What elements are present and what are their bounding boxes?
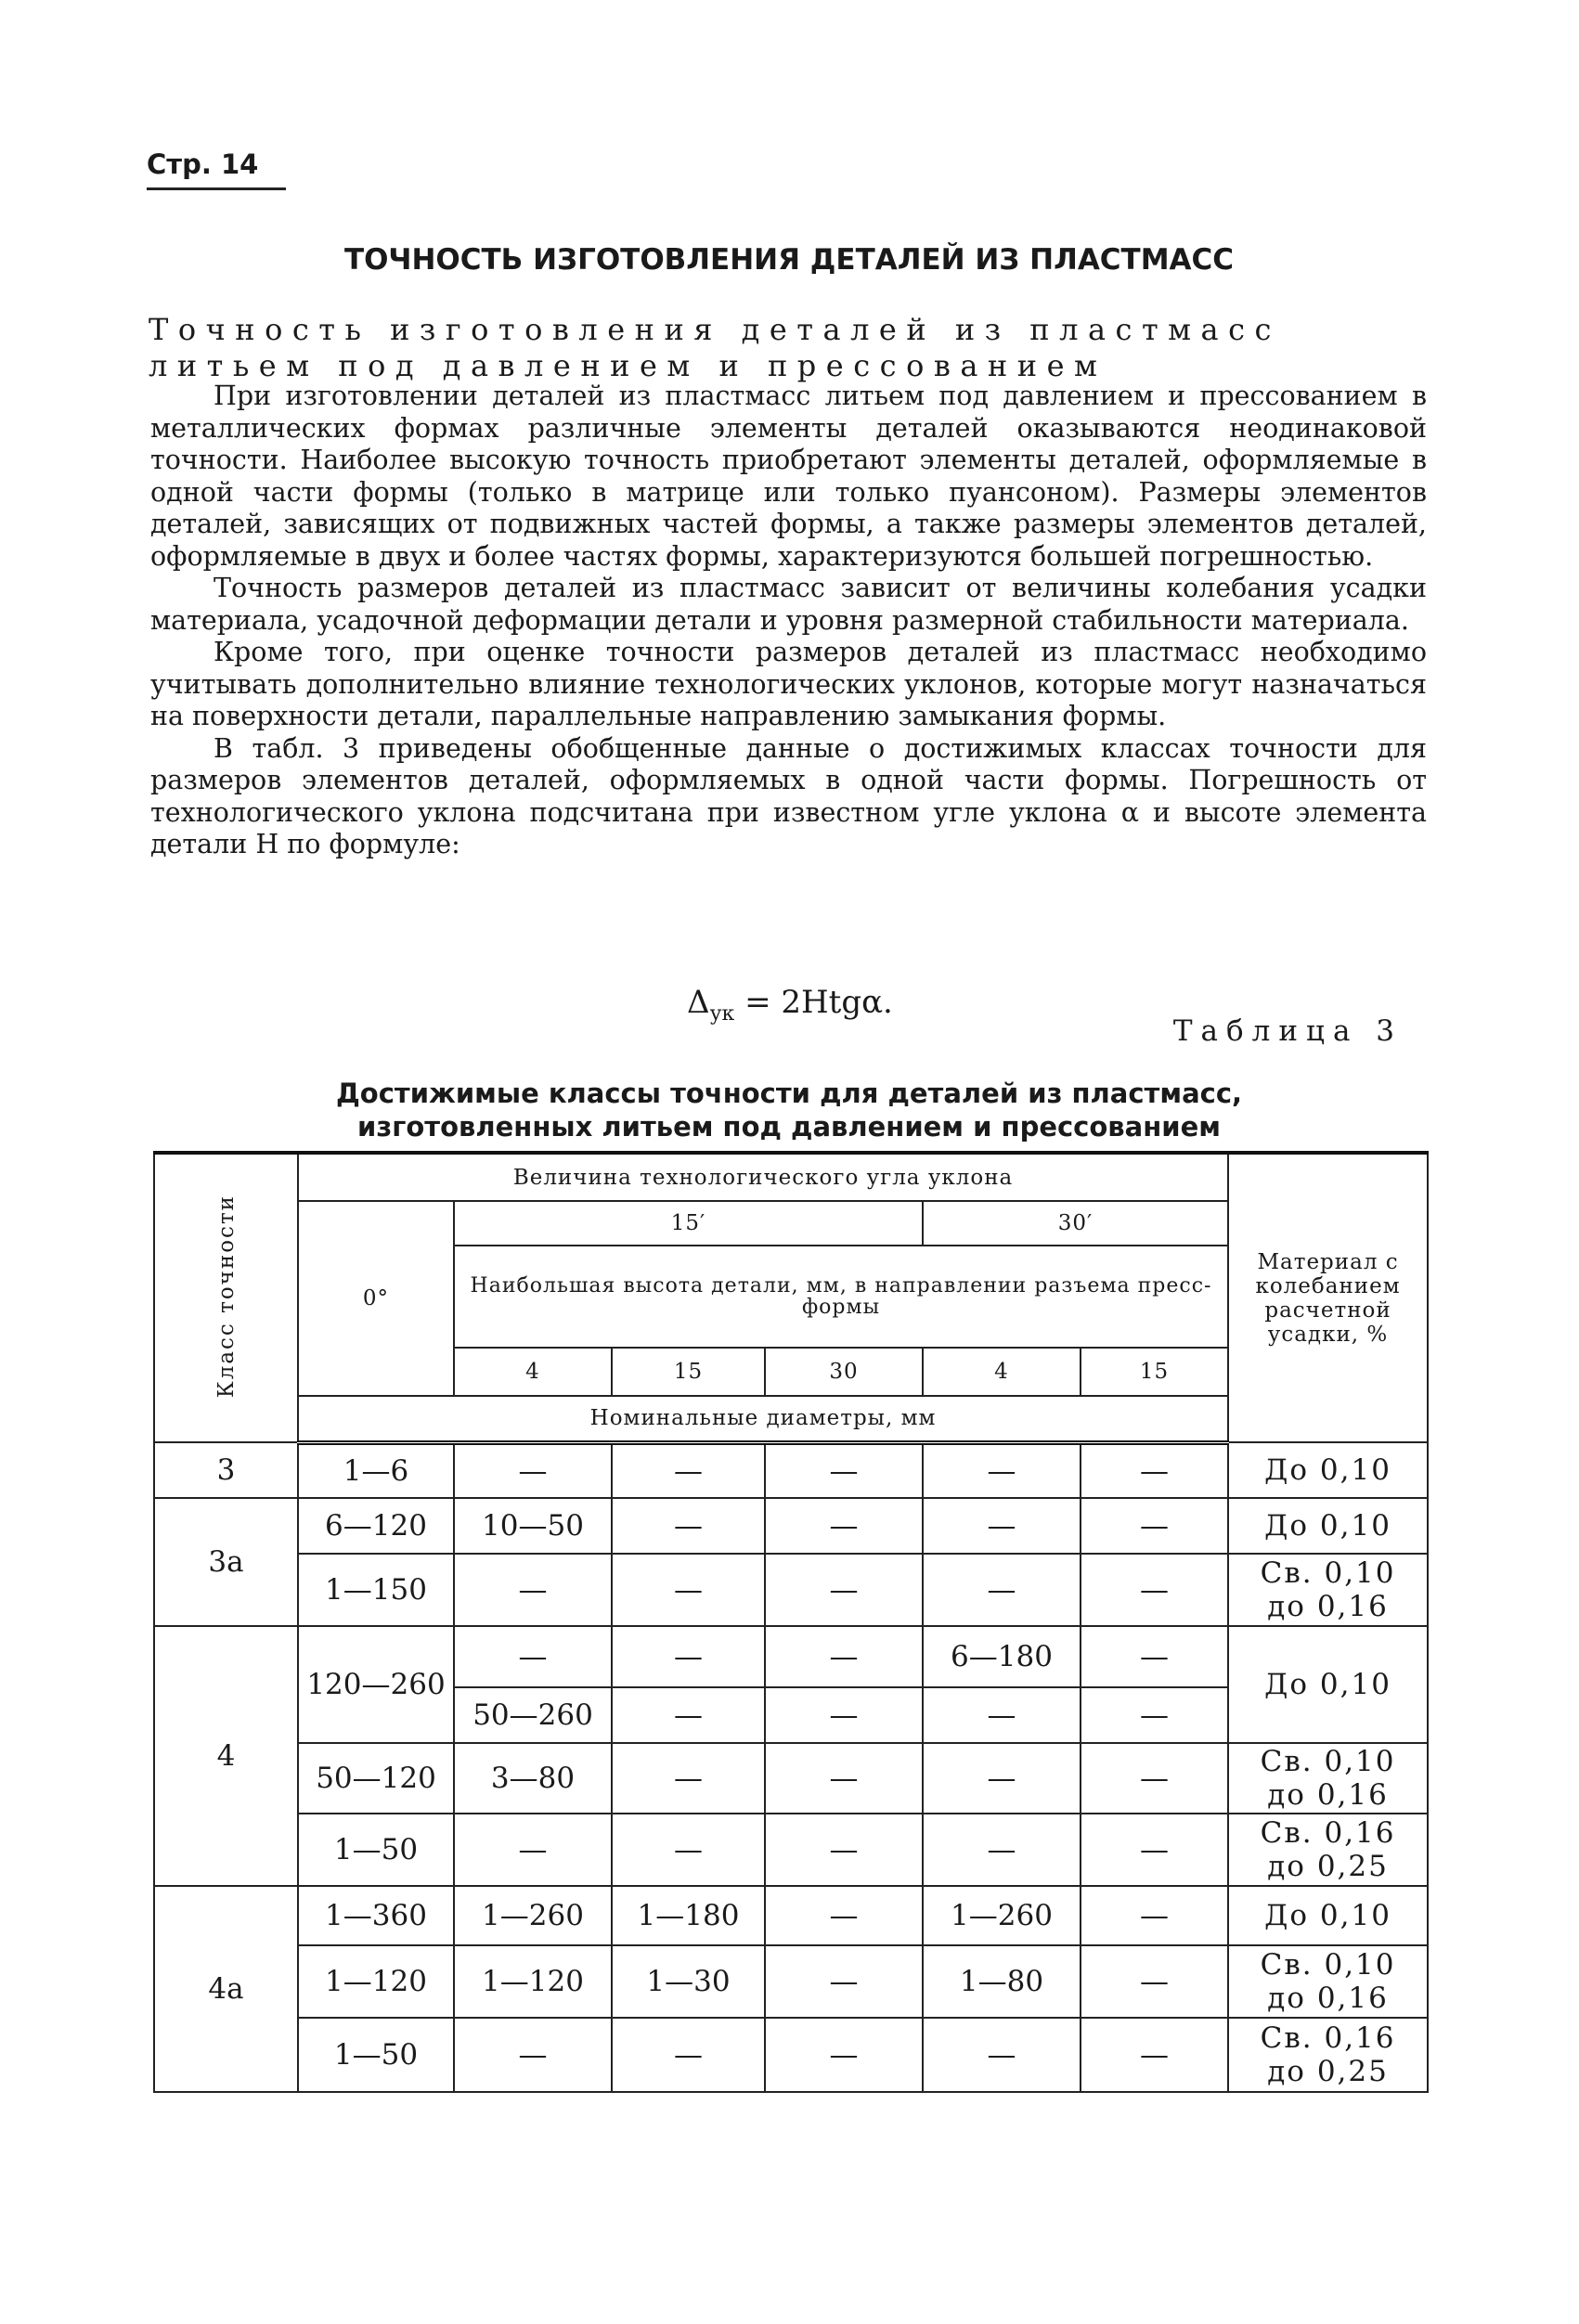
table-cell: — (612, 1442, 765, 1498)
table-cell: — (923, 1498, 1081, 1554)
table-cell: — (765, 1814, 923, 1886)
table-cell: — (765, 1554, 923, 1626)
class-cell: 4 (154, 1626, 298, 1886)
header-angle-0: 0° (298, 1201, 454, 1396)
table-cell: — (612, 1814, 765, 1886)
table-cell: — (765, 1886, 923, 1945)
table-cell: 6—120 (298, 1498, 454, 1554)
table-cell: 1—50 (298, 2018, 454, 2092)
material-cell: До 0,10 (1228, 1498, 1428, 1554)
formula-delta: Δ (687, 984, 710, 1021)
class-cell: 4а (154, 1886, 298, 2092)
table-cell: 120—260 (298, 1626, 454, 1743)
table-cell: — (612, 1687, 765, 1743)
formula-subscript: ук (709, 1001, 735, 1026)
table-cell: 1—6 (298, 1442, 454, 1498)
table-cell: 1—150 (298, 1554, 454, 1626)
header-class-col (154, 1153, 298, 1442)
table-cell: — (1081, 1886, 1228, 1945)
material-cell: Св. 0,10 до 0,16 (1228, 1554, 1428, 1626)
section-heading: ТОЧНОСТЬ ИЗГОТОВЛЕНИЯ ДЕТАЛЕЙ ИЗ ПЛАСТМАСС (343, 243, 1235, 277)
table-cell: — (765, 1442, 923, 1498)
table-cell: — (1081, 1687, 1228, 1743)
header-height: 4 (923, 1348, 1081, 1396)
table-cell: — (454, 1442, 612, 1498)
table-cell: — (454, 1626, 612, 1687)
table-cell: 10—50 (454, 1498, 612, 1554)
paragraph: В табл. 3 приведены обобщенные данные о достижимых классах точности для размеров элементов деталей, оформляемых в одной части формы. Погрешность от технологического уклона подсчитана при известном угле уклона α и высоте элемента детали H по формуле: (150, 732, 1427, 859)
header-height: 4 (454, 1348, 612, 1396)
table-cell: — (612, 1554, 765, 1626)
table-cell: — (765, 1498, 923, 1554)
class-cell: 3а (154, 1498, 298, 1626)
table-cell: — (923, 1814, 1081, 1886)
header-material: Материал с колебанием расчетной усадки, % (1228, 1153, 1428, 1442)
formula-rhs: = 2Htgα. (734, 984, 893, 1021)
table-cell: 1—120 (298, 1945, 454, 2018)
table-cell: — (923, 1743, 1081, 1814)
table-cell: 1—260 (454, 1886, 612, 1945)
table-cell: — (765, 1945, 923, 2018)
table-cell: 1—260 (923, 1886, 1081, 1945)
table-cell: 1—80 (923, 1945, 1081, 2018)
material-cell: Св. 0,16 до 0,25 (1228, 1814, 1428, 1886)
table-cell: 1—120 (454, 1945, 612, 2018)
material-cell: Св. 0,10 до 0,16 (1228, 1743, 1428, 1814)
table-cell: — (1081, 1743, 1228, 1814)
material-cell: До 0,10 (1228, 1886, 1428, 1945)
table-cell: — (923, 1554, 1081, 1626)
table-cell: — (1081, 1626, 1228, 1687)
header-height: 15 (1081, 1348, 1228, 1396)
table-cell: 1—180 (612, 1886, 765, 1945)
table-cell: — (612, 1498, 765, 1554)
paragraph: При изготовлении деталей из пластмасс литьем под давлением и прессованием в металлических формах различные элементы деталей оказываются неодинаковой точности. Наиболее высокую точность приобретают элементы деталей, оформляемые в одной части формы (только в матрице или только пуансоном). Размеры элементов деталей, зависящих от подвижных частей формы, а также размеры элементов деталей, оформляемые в двух и более частях формы, характеризуются большей погрешностью. (150, 381, 1427, 572)
table-cell: — (765, 1743, 923, 1814)
table-cell: — (454, 1814, 612, 1886)
table-cell: — (454, 1554, 612, 1626)
table-cell: — (1081, 1554, 1228, 1626)
table-cell: — (765, 1687, 923, 1743)
table-caption (149, 1077, 1430, 1143)
class-label: Класс точности (214, 1194, 239, 1399)
table-cell: — (612, 1743, 765, 1814)
table-cell: 1—30 (612, 1945, 765, 2018)
table-cell: — (923, 2018, 1081, 2092)
table-cell: — (1081, 1945, 1228, 2018)
table-cell: 50—260 (454, 1687, 612, 1743)
accuracy-table (153, 1151, 1429, 2093)
header-angle-30: 30′ (923, 1201, 1228, 1246)
table-cell: — (923, 1687, 1081, 1743)
table-cell: 1—50 (298, 1814, 454, 1886)
table-cell: 1—360 (298, 1886, 454, 1945)
table-cell: — (454, 2018, 612, 2092)
table-cell: — (1081, 1442, 1228, 1498)
table-cell: — (1081, 1814, 1228, 1886)
table-cell: — (1081, 1498, 1228, 1554)
table-cell: 6—180 (923, 1626, 1081, 1687)
header-nominal: Номинальные диаметры, мм (298, 1396, 1228, 1442)
paragraph: Кроме того, при оценке точности размеров деталей из пластмасс необходимо учитывать дополнительно влияние технологических уклонов, которые могут назначаться на поверхности детали, параллельные направлению замыкания формы. (150, 637, 1427, 731)
table-cell: — (765, 1626, 923, 1687)
header-height: 15 (612, 1348, 765, 1396)
table-cell: — (923, 1442, 1081, 1498)
material-cell: До 0,10 (1228, 1442, 1428, 1498)
formula (687, 984, 893, 1026)
class-cell: 3 (154, 1442, 298, 1498)
table-cell: — (612, 1626, 765, 1687)
material-cell: Св. 0,10 до 0,16 (1228, 1945, 1428, 2018)
header-angle-group: Величина технологического угла уклона (298, 1153, 1228, 1201)
page-number: Стр. 14 (147, 148, 286, 190)
table-cell: — (765, 2018, 923, 2092)
caption-line: Достижимые классы точности для деталей из пластмасс, (335, 1078, 1243, 1109)
table-cell: — (612, 2018, 765, 2092)
header-height-label: Наибольшая высота детали, мм, в направлении разъема пресс-формы (454, 1246, 1228, 1348)
material-cell: Св. 0,16 до 0,25 (1228, 2018, 1428, 2092)
table-number: Таблица 3 (1172, 1014, 1403, 1048)
header-angle-15: 15′ (454, 1201, 923, 1246)
header-height: 30 (765, 1348, 923, 1396)
paragraph: Точность размеров деталей из пластмасс зависит от величины колебания усадки материала, усадочной деформации детали и уровня размерной стабильности материала. (150, 573, 1427, 636)
table-cell: 50—120 (298, 1743, 454, 1814)
body-text (150, 381, 1427, 861)
caption-line: изготовленных литьем под давлением и прессованием (357, 1111, 1221, 1143)
subheading: Точность изготовления деталей из пластмасс литьем под давлением и прессованием (149, 312, 1281, 383)
table-cell: 3—80 (454, 1743, 612, 1814)
material-cell: До 0,10 (1228, 1626, 1428, 1743)
table-cell: — (1081, 2018, 1228, 2092)
